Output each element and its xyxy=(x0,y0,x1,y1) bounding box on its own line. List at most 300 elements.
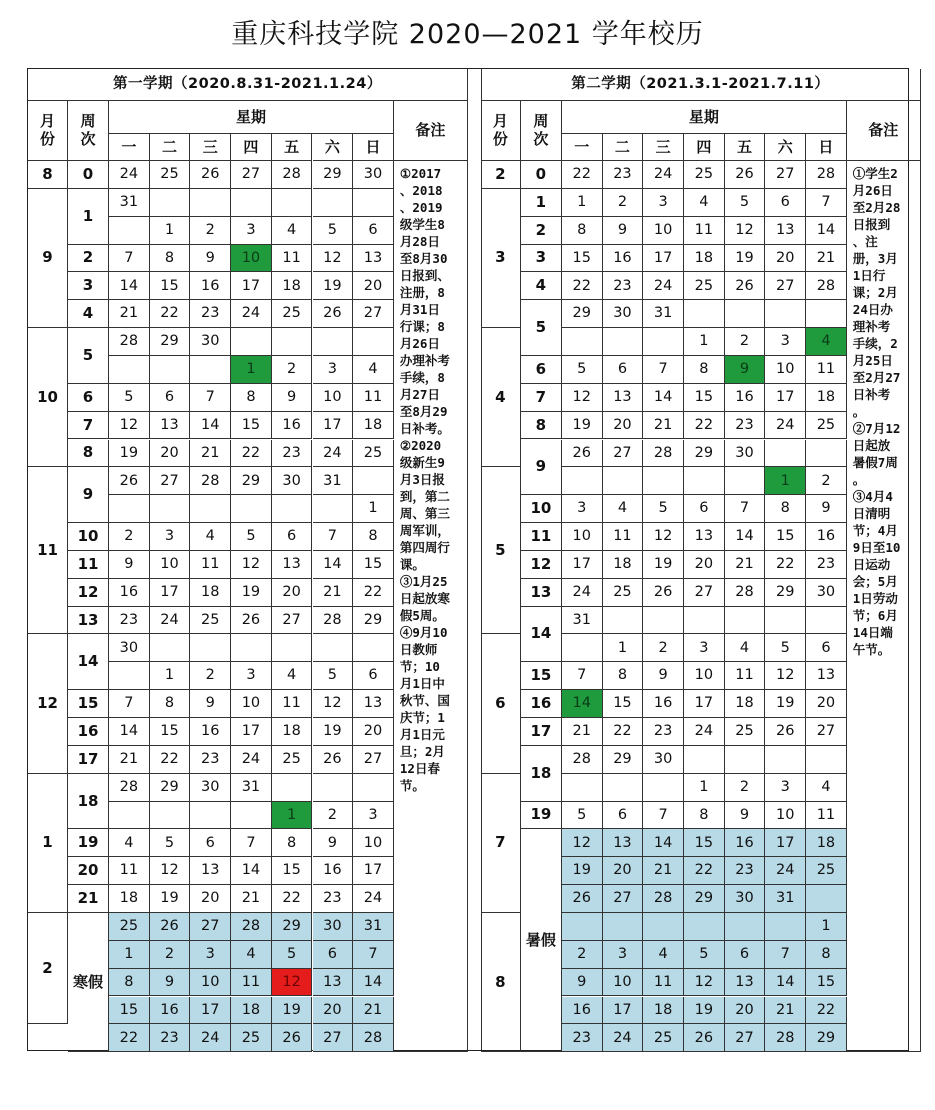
semester2-day-cell xyxy=(725,467,766,495)
semester1-week-cell: 15 xyxy=(68,690,109,718)
semester1-day-cell: 3 xyxy=(231,662,272,690)
semester1-day-cell: 10 xyxy=(313,384,354,412)
semester2-day-cell: 3 xyxy=(765,328,806,356)
semester1-day-cell: 9 xyxy=(190,245,231,273)
semester1-day-cell: 28 xyxy=(190,467,231,495)
semester2-day-cell: 9 xyxy=(562,969,603,997)
semester2-day-cell: 5 xyxy=(643,495,684,523)
semester1-day-cell: 10 xyxy=(231,245,272,273)
semester2-day-cell: 26 xyxy=(684,1024,725,1052)
semester1-day-cell: 23 xyxy=(150,1024,191,1052)
semester2-day-cell xyxy=(765,440,806,468)
semester2-weekday-7: 日 xyxy=(806,134,847,161)
semester2-day-cell: 13 xyxy=(806,662,847,690)
semester1-day-cell: 17 xyxy=(353,857,394,885)
semester2-day-cell: 9 xyxy=(643,662,684,690)
semester1-day-cell: 16 xyxy=(313,857,354,885)
semester2-day-cell: 2 xyxy=(562,941,603,969)
semester2-day-cell: 25 xyxy=(643,1024,684,1052)
semester1-day-cell: 14 xyxy=(190,412,231,440)
semester1-day-cell xyxy=(109,662,150,690)
semester2-month-header: 月 份 xyxy=(481,101,521,161)
semester2-semester-label: 第二学期（2021.3.1-2021.7.11） xyxy=(481,69,921,101)
semester1-day-cell: 17 xyxy=(190,997,231,1025)
semester2-day-cell: 21 xyxy=(643,857,684,885)
semester1-day-cell: 13 xyxy=(353,690,394,718)
semester1-day-cell: 29 xyxy=(150,328,191,356)
semester2-month-cell: 4 xyxy=(481,328,521,467)
semester2-week-cell: 0 xyxy=(521,161,562,189)
semester2-day-cell: 31 xyxy=(643,300,684,328)
semester2-day-cell: 25 xyxy=(806,857,847,885)
semester1-day-cell: 22 xyxy=(150,746,191,774)
semester1-day-cell: 24 xyxy=(231,746,272,774)
semester2-notes-header: 备注 xyxy=(847,101,921,161)
semester1-day-cell: 22 xyxy=(272,885,313,913)
semester2-week-cell: 18 xyxy=(521,746,562,802)
semester1-week-cell: 18 xyxy=(68,774,109,830)
semester1-day-cell xyxy=(190,802,231,830)
semester1-day-cell xyxy=(150,356,191,384)
semester2-day-cell xyxy=(684,467,725,495)
semester2-day-cell: 29 xyxy=(684,440,725,468)
semester2-day-cell: 9 xyxy=(725,802,766,830)
semester2-day-cell: 24 xyxy=(684,718,725,746)
semester1-day-cell: 13 xyxy=(190,857,231,885)
semester1-day-cell: 14 xyxy=(231,857,272,885)
semester2-day-cell: 8 xyxy=(684,356,725,384)
semester2-day-cell: 20 xyxy=(806,690,847,718)
semester2-day-cell: 19 xyxy=(725,245,766,273)
semester2-day-cell: 20 xyxy=(725,997,766,1025)
semester2-day-cell: 14 xyxy=(806,217,847,245)
semester1-day-cell: 20 xyxy=(272,579,313,607)
semester2-day-cell: 15 xyxy=(603,690,644,718)
semester2-week-cell: 11 xyxy=(521,523,562,551)
semester1-day-cell: 13 xyxy=(150,412,191,440)
semester1-week-cell: 9 xyxy=(68,467,109,523)
semester1-day-cell: 30 xyxy=(190,328,231,356)
semester1-month-header: 月 份 xyxy=(28,101,68,161)
semester2-day-cell: 20 xyxy=(684,551,725,579)
semester2-day-cell: 17 xyxy=(765,829,806,857)
semester2-day-cell: 29 xyxy=(765,579,806,607)
semester2-day-cell xyxy=(684,913,725,941)
semester1-day-cell: 15 xyxy=(272,857,313,885)
semester1-day-cell: 31 xyxy=(313,467,354,495)
semester2-day-cell: 30 xyxy=(806,579,847,607)
semester1-week-cell: 21 xyxy=(68,885,109,913)
semester1-day-cell: 11 xyxy=(353,384,394,412)
semester1-day-cell: 24 xyxy=(353,885,394,913)
semester1-day-cell: 19 xyxy=(150,885,191,913)
semester1-day-cell: 21 xyxy=(313,579,354,607)
semester2-day-cell: 22 xyxy=(562,161,603,189)
semester1-day-cell: 22 xyxy=(353,579,394,607)
semester2-day-cell: 12 xyxy=(765,662,806,690)
semester1-day-cell: 3 xyxy=(313,356,354,384)
semester1-week-cell: 3 xyxy=(68,272,109,300)
semester2-day-cell: 7 xyxy=(643,802,684,830)
semester2-week-cell: 12 xyxy=(521,551,562,579)
semester2-day-cell: 24 xyxy=(562,579,603,607)
semester1-day-cell: 26 xyxy=(109,467,150,495)
semester1-week-cell: 10 xyxy=(68,523,109,551)
semester2-day-cell: 17 xyxy=(603,997,644,1025)
semester2-day-cell: 12 xyxy=(684,969,725,997)
semester1-day-cell xyxy=(150,189,191,217)
semester1-week-cell: 7 xyxy=(68,412,109,440)
semester2-day-cell: 3 xyxy=(765,774,806,802)
semester1-day-cell: 9 xyxy=(109,551,150,579)
semester1-day-cell: 21 xyxy=(109,300,150,328)
semester2-day-cell: 20 xyxy=(765,245,806,273)
semester1-day-cell: 20 xyxy=(190,885,231,913)
semester1-day-cell: 24 xyxy=(190,1024,231,1052)
semester1-day-cell: 20 xyxy=(150,440,191,468)
semester1-day-cell: 18 xyxy=(231,997,272,1025)
semester2-day-cell: 22 xyxy=(765,551,806,579)
semester1-day-cell: 15 xyxy=(353,551,394,579)
semester2-day-cell: 2 xyxy=(725,774,766,802)
semester2-month-cell: 5 xyxy=(481,467,521,634)
semester1-day-cell: 4 xyxy=(272,662,313,690)
semester1-notes: ①2017 、2018 、2019 级学生8 月28日 至8月30 日报到、 注册，8 月31日 行课；8 月26日 办理补考 手续，8 月27日 至8月29 日补考。 ②2020 级新生9 月3日报 到，第二 周、第三 周军训， 第四周行 课。 ③1月25 日起放寒 假5周。 ④9月10 日教师 节；10 月1日中 秋节、国 庆节；1 月1日元 旦；2月 12日春 节。 xyxy=(394,161,468,1052)
semester2-day-cell: 27 xyxy=(765,272,806,300)
semester2-day-cell xyxy=(562,328,603,356)
semester2-day-cell: 23 xyxy=(643,718,684,746)
semester1-day-cell xyxy=(190,495,231,523)
semester2-day-cell: 24 xyxy=(765,857,806,885)
semester2-day-cell: 9 xyxy=(806,495,847,523)
semester1-day-cell: 29 xyxy=(353,607,394,635)
semester2-day-cell: 8 xyxy=(684,802,725,830)
semester2-day-cell: 19 xyxy=(684,997,725,1025)
semester2-day-cell: 27 xyxy=(806,718,847,746)
semester1-day-cell xyxy=(231,495,272,523)
semester1-day-cell: 7 xyxy=(313,523,354,551)
semester1-day-cell: 11 xyxy=(109,857,150,885)
semester2-day-cell: 26 xyxy=(765,718,806,746)
semester1-day-cell xyxy=(190,356,231,384)
semester1-day-cell: 5 xyxy=(272,941,313,969)
semester2-day-cell: 5 xyxy=(684,941,725,969)
semester2-day-cell: 17 xyxy=(562,551,603,579)
semester2-day-cell: 2 xyxy=(643,634,684,662)
page-title: 重庆科技学院 2020—2021 学年校历 xyxy=(231,19,704,50)
semester1-day-cell: 2 xyxy=(272,356,313,384)
semester1-day-cell: 9 xyxy=(313,829,354,857)
semester2-day-cell xyxy=(603,774,644,802)
semester1-day-cell: 26 xyxy=(313,746,354,774)
semester2-day-cell: 14 xyxy=(643,829,684,857)
semester2-day-cell: 22 xyxy=(603,718,644,746)
semester1-day-cell: 15 xyxy=(109,997,150,1025)
semester2-notes: ①学生2 月26日 至2月28 日报到 、注 册，3月 1日行 课；2月 24日办 理补考 手续，2 月25日 至2月27 日补考 。 ②7月12 日起放 暑假7周 。 ③4月4 日清明 节；4月 9日至10 日运动 会；5月 1日劳动 节；6月 14日端 午节。 xyxy=(847,161,921,1052)
semester1-day-cell: 27 xyxy=(150,467,191,495)
semester2-day-cell: 18 xyxy=(603,551,644,579)
semester1-day-cell: 23 xyxy=(190,746,231,774)
semester1-day-cell xyxy=(272,774,313,802)
semester2-day-cell: 25 xyxy=(806,412,847,440)
semester1-week-cell: 19 xyxy=(68,829,109,857)
semester2-day-cell: 4 xyxy=(806,328,847,356)
semester2-day-cell: 27 xyxy=(603,885,644,913)
semester1-day-cell: 13 xyxy=(313,969,354,997)
semester1-week-header: 周 次 xyxy=(68,101,109,161)
semester2-day-cell: 29 xyxy=(562,300,603,328)
semester2-day-cell: 8 xyxy=(806,941,847,969)
semester1-weekday-3: 三 xyxy=(190,134,231,161)
semester1-day-cell: 8 xyxy=(353,523,394,551)
semester2-day-cell xyxy=(643,607,684,635)
semester2-weekday-5: 五 xyxy=(725,134,766,161)
semester2-day-cell: 6 xyxy=(806,634,847,662)
semester2-day-cell: 23 xyxy=(725,412,766,440)
semester2-weekday-header: 星期 xyxy=(562,101,847,134)
semester1-week-cell: 16 xyxy=(68,718,109,746)
semester1-day-cell: 27 xyxy=(272,607,313,635)
semester1-day-cell: 31 xyxy=(231,774,272,802)
semester2-day-cell: 19 xyxy=(562,412,603,440)
semester2-day-cell: 12 xyxy=(725,217,766,245)
semester1-day-cell: 11 xyxy=(190,551,231,579)
semester1-day-cell: 10 xyxy=(150,551,191,579)
semester1-weekday-6: 六 xyxy=(313,134,354,161)
semester1-day-cell: 27 xyxy=(353,300,394,328)
semester2-day-cell xyxy=(765,913,806,941)
semester2-weekday-4: 四 xyxy=(684,134,725,161)
semester2-day-cell: 26 xyxy=(725,272,766,300)
semester2-day-cell: 6 xyxy=(684,495,725,523)
semester2-day-cell: 14 xyxy=(562,690,603,718)
semester1-day-cell: 16 xyxy=(272,412,313,440)
semester1-day-cell: 16 xyxy=(109,579,150,607)
semester2-day-cell: 26 xyxy=(643,579,684,607)
semester2-day-cell: 2 xyxy=(725,328,766,356)
semester2-day-cell: 24 xyxy=(765,412,806,440)
semester2-week-cell: 2 xyxy=(521,217,562,245)
semester2-week-cell: 5 xyxy=(521,300,562,356)
semester2-day-cell: 6 xyxy=(725,941,766,969)
semester2-month-cell: 6 xyxy=(481,634,521,773)
semester2-day-cell: 9 xyxy=(603,217,644,245)
semester1-day-cell: 5 xyxy=(150,829,191,857)
semester2-day-cell: 12 xyxy=(562,829,603,857)
semester1-day-cell: 4 xyxy=(109,829,150,857)
semester2-day-cell: 4 xyxy=(725,634,766,662)
semester2-day-cell: 3 xyxy=(684,634,725,662)
semester1-day-cell xyxy=(150,802,191,830)
semester2-day-cell: 12 xyxy=(562,384,603,412)
semester2-day-cell: 24 xyxy=(643,272,684,300)
semester1-month-cell: 9 xyxy=(28,189,68,328)
semester1-day-cell: 2 xyxy=(109,523,150,551)
semester1-day-cell: 5 xyxy=(109,384,150,412)
semester2-day-cell: 31 xyxy=(562,607,603,635)
semester1-day-cell: 20 xyxy=(313,997,354,1025)
semester2-day-cell xyxy=(643,467,684,495)
semester1-day-cell: 5 xyxy=(313,662,354,690)
semester2-day-cell: 15 xyxy=(562,245,603,273)
semester1-semester-label: 第一学期（2020.8.31-2021.1.24） xyxy=(28,69,468,101)
semester1-day-cell: 21 xyxy=(109,746,150,774)
semester2-day-cell: 14 xyxy=(643,384,684,412)
semester2-day-cell: 30 xyxy=(643,746,684,774)
semester1-day-cell xyxy=(353,634,394,662)
semester2-day-cell xyxy=(806,300,847,328)
semester2-day-cell: 28 xyxy=(765,1024,806,1052)
semester2-day-cell xyxy=(806,746,847,774)
semester1-month-cell: 8 xyxy=(28,161,68,189)
semester1-day-cell: 24 xyxy=(313,440,354,468)
semester1-day-cell: 29 xyxy=(313,161,354,189)
semester2-week-header: 周 次 xyxy=(521,101,562,161)
semester2-day-cell: 23 xyxy=(603,272,644,300)
semester1-day-cell: 16 xyxy=(190,272,231,300)
semester1-day-cell xyxy=(313,495,354,523)
semester1-day-cell: 26 xyxy=(190,161,231,189)
semester1-day-cell: 23 xyxy=(313,885,354,913)
semester1-day-cell: 17 xyxy=(231,272,272,300)
semester1-day-cell xyxy=(272,495,313,523)
semester2-day-cell: 7 xyxy=(806,189,847,217)
semester2-month-cell: 8 xyxy=(481,913,521,1052)
semester1-day-cell: 20 xyxy=(353,272,394,300)
semester2-day-cell xyxy=(603,913,644,941)
semester1-day-cell xyxy=(353,189,394,217)
semester1-day-cell xyxy=(353,328,394,356)
semester2-month-cell: 7 xyxy=(481,774,521,913)
semester1-day-cell xyxy=(150,495,191,523)
semester1-day-cell: 18 xyxy=(272,718,313,746)
semester2-day-cell: 14 xyxy=(725,523,766,551)
semester1-day-cell: 3 xyxy=(150,523,191,551)
semester2-day-cell: 1 xyxy=(684,774,725,802)
semester2-day-cell: 21 xyxy=(725,551,766,579)
semester1-day-cell: 26 xyxy=(313,300,354,328)
semester2-day-cell xyxy=(806,607,847,635)
semester1-day-cell: 7 xyxy=(231,829,272,857)
semester2-day-cell: 21 xyxy=(562,718,603,746)
semester1-day-cell: 24 xyxy=(231,300,272,328)
semester1-day-cell: 19 xyxy=(109,440,150,468)
semester2-day-cell: 23 xyxy=(806,551,847,579)
semester2-day-cell xyxy=(684,300,725,328)
semester1-day-cell: 6 xyxy=(353,662,394,690)
semester1-day-cell: 31 xyxy=(353,913,394,941)
semester1-day-cell: 12 xyxy=(231,551,272,579)
semester1-day-cell xyxy=(313,189,354,217)
semester1-day-cell xyxy=(231,328,272,356)
semester1-day-cell: 13 xyxy=(353,245,394,273)
semester1-day-cell: 24 xyxy=(150,607,191,635)
semester1-week-cell: 1 xyxy=(68,189,109,245)
semester1-week-cell: 2 xyxy=(68,245,109,273)
semester1-day-cell: 1 xyxy=(353,495,394,523)
semester2-day-cell: 11 xyxy=(684,217,725,245)
semester1-day-cell: 15 xyxy=(231,412,272,440)
semester2-day-cell: 7 xyxy=(725,495,766,523)
semester1-day-cell: 12 xyxy=(313,245,354,273)
semester2-day-cell: 9 xyxy=(725,356,766,384)
semester2-day-cell: 10 xyxy=(562,523,603,551)
semester1-day-cell: 27 xyxy=(190,913,231,941)
semester2-day-cell: 24 xyxy=(603,1024,644,1052)
semester2-day-cell: 28 xyxy=(725,579,766,607)
semester1-week-cell: 14 xyxy=(68,634,109,690)
semester2-day-cell: 7 xyxy=(562,662,603,690)
semester2-day-cell: 29 xyxy=(603,746,644,774)
semester2-week-cell: 4 xyxy=(521,272,562,300)
semester1-day-cell: 4 xyxy=(190,523,231,551)
semester2-day-cell: 29 xyxy=(684,885,725,913)
semester1-day-cell: 1 xyxy=(150,662,191,690)
semester1-month-cell: 1 xyxy=(28,774,68,913)
semester2-week-cell: 1 xyxy=(521,189,562,217)
semester2-day-cell: 15 xyxy=(684,384,725,412)
semester2-day-cell: 21 xyxy=(806,245,847,273)
semester2-day-cell: 16 xyxy=(643,690,684,718)
semester2-day-cell: 23 xyxy=(603,161,644,189)
semester1-day-cell xyxy=(231,189,272,217)
semester1-day-cell: 21 xyxy=(353,997,394,1025)
semester2-day-cell xyxy=(684,746,725,774)
semester1-day-cell: 2 xyxy=(190,217,231,245)
semester2-day-cell: 2 xyxy=(806,467,847,495)
semester1-day-cell xyxy=(231,802,272,830)
semester2-day-cell: 11 xyxy=(643,969,684,997)
semester1-day-cell: 3 xyxy=(353,802,394,830)
semester1-day-cell: 1 xyxy=(231,356,272,384)
semester1-day-cell xyxy=(109,802,150,830)
semester1-day-cell: 30 xyxy=(272,467,313,495)
semester1-day-cell: 10 xyxy=(190,969,231,997)
semester1-day-cell: 8 xyxy=(150,690,191,718)
semester2-day-cell: 2 xyxy=(603,189,644,217)
semester1-day-cell: 7 xyxy=(109,245,150,273)
semester1-day-cell: 11 xyxy=(272,245,313,273)
semester1-day-cell: 2 xyxy=(150,941,191,969)
semester1-day-cell: 13 xyxy=(272,551,313,579)
semester2-month-cell: 3 xyxy=(481,189,521,328)
semester2-day-cell: 8 xyxy=(562,217,603,245)
semester2-day-cell: 26 xyxy=(725,161,766,189)
semester1-day-cell: 29 xyxy=(272,913,313,941)
semester2-day-cell: 30 xyxy=(725,885,766,913)
semester1-day-cell: 3 xyxy=(190,941,231,969)
semester2-day-cell: 1 xyxy=(765,467,806,495)
semester2-day-cell: 22 xyxy=(806,997,847,1025)
semester1-week-cell: 5 xyxy=(68,328,109,384)
semester2-day-cell xyxy=(603,328,644,356)
semester1-weekday-2: 二 xyxy=(150,134,191,161)
semester1-day-cell: 17 xyxy=(313,412,354,440)
semester2-day-cell: 23 xyxy=(562,1024,603,1052)
semester1-day-cell xyxy=(190,189,231,217)
semester1-day-cell: 25 xyxy=(231,1024,272,1052)
semester2-day-cell: 4 xyxy=(603,495,644,523)
semester2-day-cell: 17 xyxy=(765,384,806,412)
semester2-day-cell: 3 xyxy=(603,941,644,969)
semester2-day-cell: 17 xyxy=(643,245,684,273)
semester2-day-cell: 23 xyxy=(725,857,766,885)
semester1-day-cell: 17 xyxy=(231,718,272,746)
semester1-day-cell: 30 xyxy=(313,913,354,941)
semester1-week-cell: 寒假 xyxy=(68,913,109,1052)
semester2-day-cell xyxy=(806,885,847,913)
semester2-day-cell: 7 xyxy=(765,941,806,969)
